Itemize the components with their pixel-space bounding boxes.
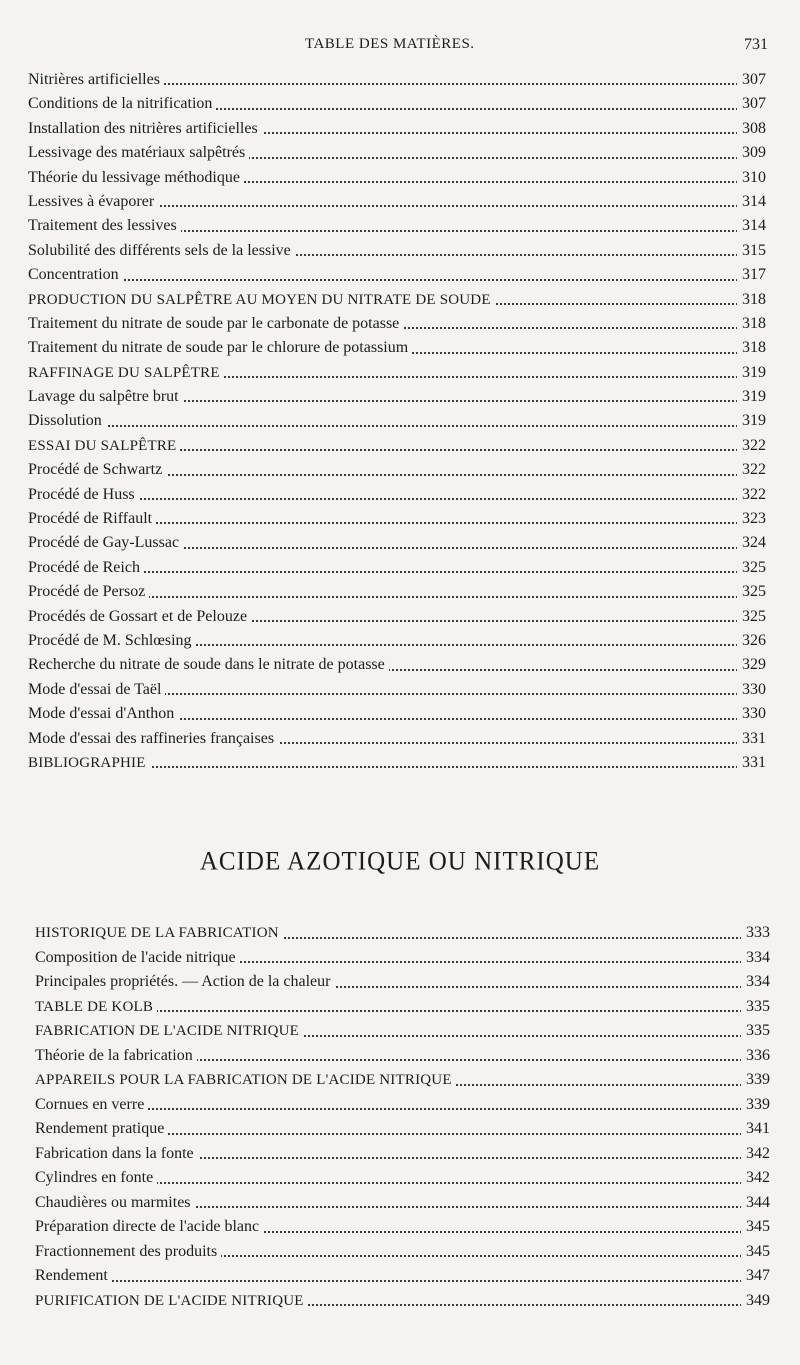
toc-entry xyxy=(28,92,766,116)
toc-entry-page: 318 xyxy=(737,336,766,360)
toc-entry-page: 345 xyxy=(741,1215,770,1240)
toc-entry-page: 324 xyxy=(737,531,766,555)
toc-entry xyxy=(28,605,766,629)
toc-entry-title: Principales propriétés. — Action de la chaleur xyxy=(35,973,334,990)
toc-entry-title: Cylindres en fonte xyxy=(35,1169,157,1186)
toc-entry-page: 318 xyxy=(737,312,766,336)
toc-entry xyxy=(28,434,766,458)
running-head xyxy=(0,36,800,60)
toc-entry xyxy=(28,117,766,141)
toc-entry xyxy=(28,727,766,751)
toc-entry xyxy=(28,702,766,726)
toc-entry-title: Lessives à évaporer xyxy=(28,193,158,210)
toc-entry xyxy=(28,385,766,409)
toc-entry-title: Chaudières ou marmites xyxy=(35,1194,195,1211)
toc-entry xyxy=(28,458,766,482)
toc-entry xyxy=(35,1191,770,1216)
toc-entry-page: 319 xyxy=(737,409,766,433)
toc-entry-title: BIBLIOGRAPHIE xyxy=(28,755,150,771)
toc-entry-title: Théorie de la fabrication xyxy=(35,1047,197,1064)
toc-entry-page: 341 xyxy=(741,1117,770,1142)
toc-entry-page: 307 xyxy=(737,92,766,116)
toc-entry-page: 325 xyxy=(737,580,766,604)
toc-entry-title: TABLE DE KOLB xyxy=(35,999,157,1015)
dot-leader xyxy=(28,425,766,427)
toc-entry-title: Lessivage des matériaux salpêtrés xyxy=(28,144,249,161)
toc-entry-title: FABRICATION DE L'ACIDE NITRIQUE xyxy=(35,1023,303,1039)
toc-entry xyxy=(28,336,766,360)
running-title: TABLE DES MATIÈRES. xyxy=(305,36,475,52)
toc-entry-title: Mode d'essai des raffineries françaises xyxy=(28,730,278,747)
toc-entry-title: Concentration xyxy=(28,266,123,283)
toc-entry-page: 339 xyxy=(741,1093,770,1118)
toc-entry-page: 326 xyxy=(737,629,766,653)
toc-entry-page: 342 xyxy=(741,1166,770,1191)
toc-entry-title: Rendement pratique xyxy=(35,1120,168,1137)
toc-entry-page: 344 xyxy=(741,1191,770,1216)
toc-entry-page: 335 xyxy=(741,1019,770,1044)
toc-entry xyxy=(35,995,770,1020)
toc-list-salpetre xyxy=(0,68,800,775)
toc-entry-title: Préparation directe de l'acide blanc xyxy=(35,1218,263,1235)
toc-entry xyxy=(28,483,766,507)
toc-entry-title: Procédé de M. Schlœsing xyxy=(28,632,196,649)
toc-entry-page: 314 xyxy=(737,190,766,214)
toc-entry-page: 309 xyxy=(737,141,766,165)
toc-entry-page: 325 xyxy=(737,556,766,580)
toc-entry xyxy=(28,166,766,190)
toc-entry-title: Traitement du nitrate de soude par le chlorure de potassium xyxy=(28,339,412,356)
toc-entry-page: 333 xyxy=(741,921,770,946)
toc-entry xyxy=(35,1240,770,1265)
toc-entry xyxy=(28,580,766,604)
toc-entry-page: 349 xyxy=(741,1289,770,1314)
toc-list-acide-nitrique xyxy=(0,921,800,1313)
toc-entry-title: Nitrières artificielles xyxy=(28,71,164,88)
toc-entry-title: Rendement xyxy=(35,1267,112,1284)
toc-entry-title: Procédé de Gay-Lussac xyxy=(28,534,183,551)
toc-entry-page: 323 xyxy=(737,507,766,531)
dot-leader xyxy=(28,279,766,281)
toc-entry-title: Conditions de la nitrification xyxy=(28,95,216,112)
toc-entry xyxy=(35,1068,770,1093)
toc-entry xyxy=(35,1166,770,1191)
dot-leader xyxy=(35,1280,770,1282)
toc-entry xyxy=(35,1215,770,1240)
toc-entry-page: 315 xyxy=(737,239,766,263)
toc-entry xyxy=(28,556,766,580)
toc-entry xyxy=(28,263,766,287)
toc-entry xyxy=(28,214,766,238)
toc-entry xyxy=(35,946,770,971)
toc-entry xyxy=(35,921,770,946)
toc-entry xyxy=(28,629,766,653)
toc-entry-page: 308 xyxy=(737,117,766,141)
toc-entry-title: Fabrication dans la fonte xyxy=(35,1145,198,1162)
toc-entry-title: APPAREILS POUR LA FABRICATION DE L'ACIDE NITRIQUE xyxy=(35,1072,456,1088)
toc-entry-page: 331 xyxy=(737,727,766,751)
toc-entry-title: Installation des nitrières artificielles xyxy=(28,120,262,137)
toc-entry xyxy=(28,751,766,775)
toc-entry-title: Cornues en verre xyxy=(35,1096,148,1113)
toc-entry-page: 318 xyxy=(737,288,766,312)
toc-entry-title: PURIFICATION DE L'ACIDE NITRIQUE xyxy=(35,1293,308,1309)
toc-entry xyxy=(28,312,766,336)
toc-entry-title: Procédé de Riffault xyxy=(28,510,156,527)
toc-entry-page: 330 xyxy=(737,678,766,702)
toc-entry-page: 325 xyxy=(737,605,766,629)
toc-entry-page: 330 xyxy=(737,702,766,726)
toc-entry-title: Traitement du nitrate de soude par le carbonate de potasse xyxy=(28,315,403,332)
toc-entry-page: 345 xyxy=(741,1240,770,1265)
toc-entry-page: 317 xyxy=(737,263,766,287)
toc-entry xyxy=(28,531,766,555)
toc-entry xyxy=(28,68,766,92)
toc-entry xyxy=(28,409,766,433)
toc-entry-title: Lavage du salpêtre brut xyxy=(28,388,183,405)
toc-entry-title: Recherche du nitrate de soude dans le nitrate de potasse xyxy=(28,656,389,673)
toc-entry-title: Procédé de Persoz xyxy=(28,583,149,600)
toc-entry-title: Traitement des lessives xyxy=(28,217,181,234)
toc-entry xyxy=(35,1044,770,1069)
toc-entry-page: 347 xyxy=(741,1264,770,1289)
toc-entry-title: Procédé de Schwartz xyxy=(28,461,166,478)
toc-entry xyxy=(28,653,766,677)
page-number: 731 xyxy=(744,36,768,53)
toc-entry-page: 307 xyxy=(737,68,766,92)
toc-entry xyxy=(35,970,770,995)
toc-entry xyxy=(28,288,766,312)
toc-entry-page: 322 xyxy=(737,434,766,458)
toc-entry xyxy=(35,1117,770,1142)
toc-entry xyxy=(35,1289,770,1314)
toc-entry xyxy=(35,1264,770,1289)
toc-entry xyxy=(35,1019,770,1044)
toc-entry-page: 329 xyxy=(737,653,766,677)
toc-entry-title: ESSAI DU SALPÊTRE xyxy=(28,438,180,454)
toc-entry-title: RAFFINAGE DU SALPÊTRE xyxy=(28,365,224,381)
toc-entry xyxy=(28,190,766,214)
toc-entry-title: Solubilité des différents sels de la lessive xyxy=(28,242,295,259)
toc-entry xyxy=(28,361,766,385)
toc-entry-page: 339 xyxy=(741,1068,770,1093)
toc-entry xyxy=(35,1142,770,1167)
toc-entry-page: 319 xyxy=(737,361,766,385)
toc-entry-page: 336 xyxy=(741,1044,770,1069)
toc-entry-page: 334 xyxy=(741,970,770,995)
toc-entry-title: Mode d'essai de Taël xyxy=(28,681,165,698)
toc-entry-title: Procédé de Reich xyxy=(28,559,144,576)
toc-entry-page: 334 xyxy=(741,946,770,971)
toc-entry-page: 310 xyxy=(737,166,766,190)
toc-entry xyxy=(28,507,766,531)
toc-entry xyxy=(28,678,766,702)
toc-entry-page: 322 xyxy=(737,483,766,507)
toc-entry-page: 342 xyxy=(741,1142,770,1167)
toc-entry-page: 335 xyxy=(741,995,770,1020)
section-heading: ACIDE AZOTIQUE OU NITRIQUE xyxy=(199,847,601,876)
toc-entry-title: Procédé de Huss xyxy=(28,486,139,503)
toc-entry-page: 314 xyxy=(737,214,766,238)
toc-entry-title: Mode d'essai d'Anthon xyxy=(28,705,178,722)
toc-entry-page: 319 xyxy=(737,385,766,409)
toc-entry-title: HISTORIQUE DE LA FABRICATION xyxy=(35,925,283,941)
toc-entry xyxy=(28,239,766,263)
toc-entry-title: PRODUCTION DU SALPÊTRE AU MOYEN DU NITRATE DE SOUDE xyxy=(28,292,495,308)
toc-entry-page: 322 xyxy=(737,458,766,482)
toc-entry-title: Procédés de Gossart et de Pelouze xyxy=(28,608,251,625)
toc-entry-title: Fractionnement des produits xyxy=(35,1243,221,1260)
toc-entry xyxy=(28,141,766,165)
toc-entry xyxy=(35,1093,770,1118)
toc-entry-title: Dissolution xyxy=(28,412,106,429)
toc-entry-page: 331 xyxy=(737,751,766,775)
toc-entry-title: Théorie du lessivage méthodique xyxy=(28,169,244,186)
toc-entry-title: Composition de l'acide nitrique xyxy=(35,949,240,966)
